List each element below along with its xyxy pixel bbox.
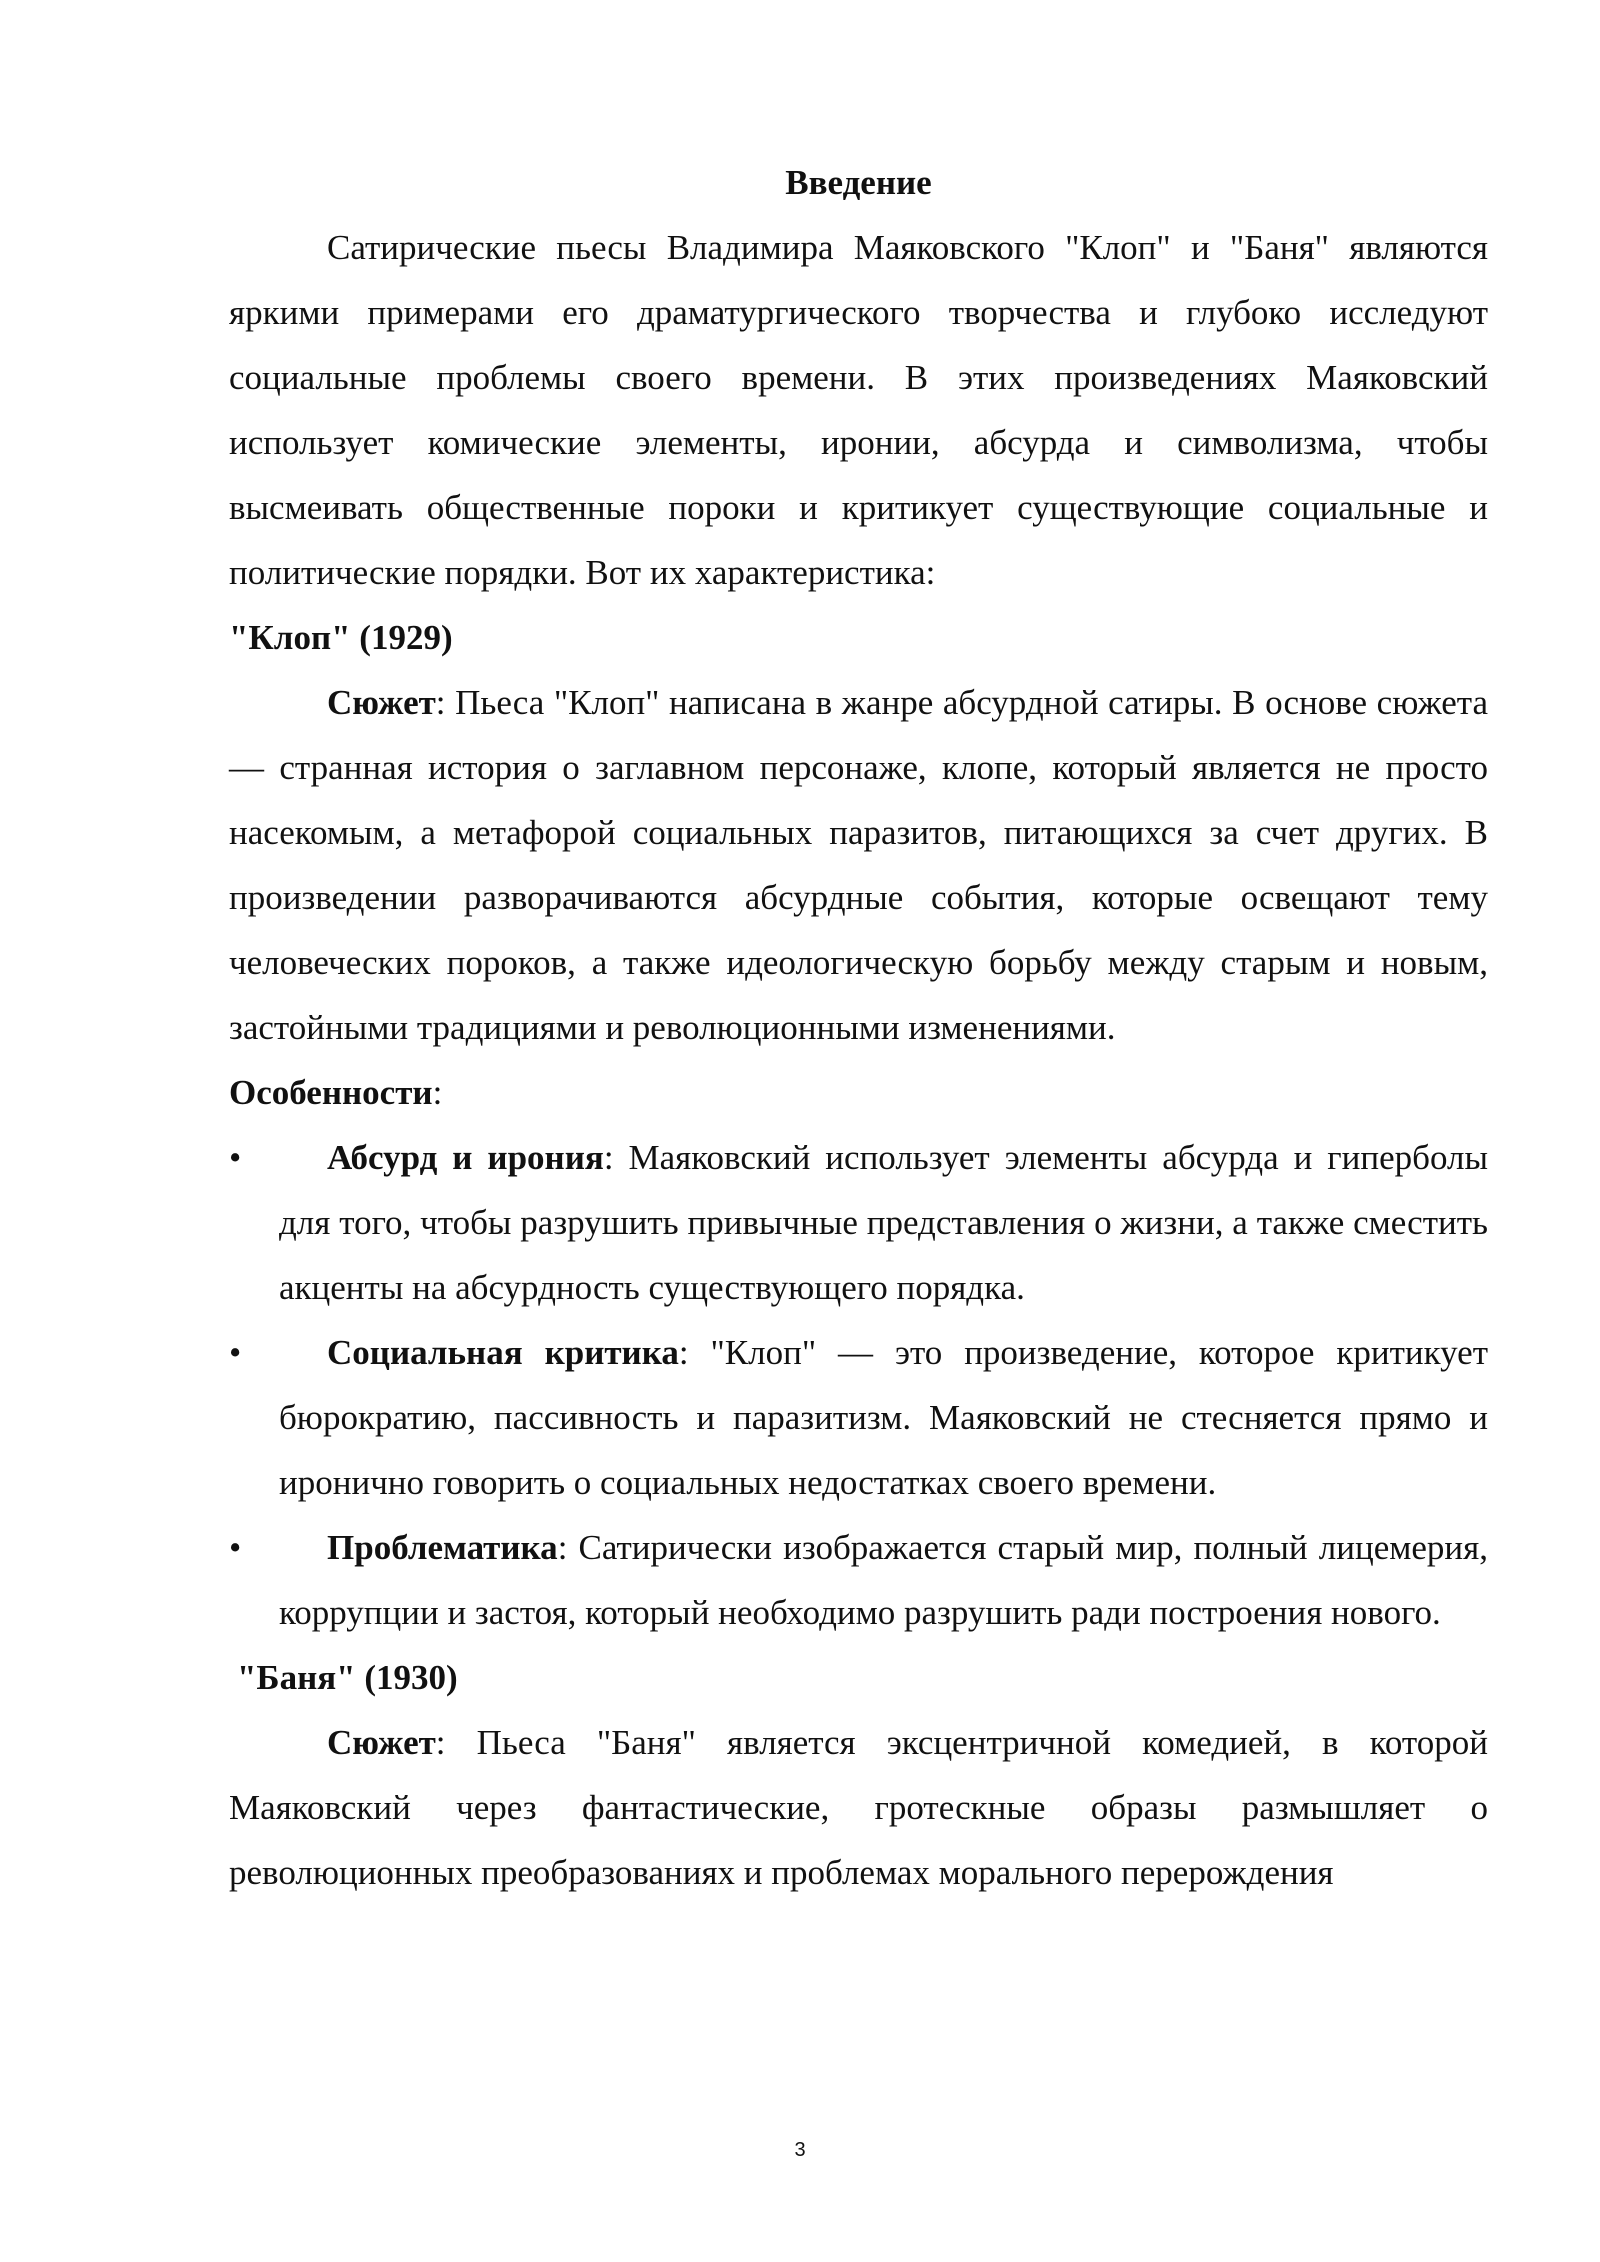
feature-text: [279, 1515, 1488, 1645]
klop-heading: "Клоп" (1929): [229, 618, 453, 657]
banya-plot-paragraph: [229, 1710, 1488, 1905]
page-content: [229, 150, 1488, 1905]
page-number: 3: [794, 2139, 806, 2161]
klop-features-heading: [229, 1060, 1488, 1125]
feature-label: Проблематика: [327, 1528, 558, 1567]
feature-description: : "Клоп" — это произведение, которое критикует бюрократию, пассивность и паразитизм. Маяковский не стесняется прямо и иронично говорить о социальных недостатках своего времени.: [279, 1333, 1488, 1502]
klop-features-colon: :: [432, 1073, 443, 1112]
feature-description: : Сатирически изображается старый мир, полный лицемерия, коррупции и застоя, который необходимо разрушить ради построения нового.: [279, 1528, 1488, 1632]
page-title: Введение: [785, 163, 932, 202]
list-item: [229, 1125, 1488, 1320]
klop-features-list: [229, 1125, 1488, 1645]
feature-text: [279, 1125, 1488, 1320]
klop-plot-text: : Пьеса "Клоп" написана в жанре абсурдной сатиры. В основе сюжета — странная история о заглавном персонаже, клопе, который является не просто насекомым, а метафорой социальных паразитов, питающихся за счет других. В произведении разворачиваются абсурдные события, которые освещают тему человеческих пороков, а также идеологическую борьбу между старым и новым, застойными традициями и революционными изменениями.: [229, 683, 1488, 1047]
klop-plot-label: Сюжет: [327, 683, 436, 722]
feature-label: Социальная критика: [327, 1333, 679, 1372]
list-item: [229, 1515, 1488, 1645]
banya-heading: "Баня" (1930): [237, 1658, 458, 1697]
banya-plot-text: : Пьеса "Баня" является эксцентричной комедией, в которой Маяковский через фантастические, гротескные образы размышляет о революционных преобразованиях и проблемах морального перерождения: [229, 1723, 1488, 1892]
bullet-icon: •: [229, 1528, 242, 1567]
banya-plot-label: Сюжет: [327, 1723, 436, 1762]
feature-label: Абсурд и ирония: [327, 1138, 604, 1177]
bullet-icon: •: [229, 1333, 242, 1372]
bullet-icon: •: [229, 1138, 242, 1177]
feature-text: [279, 1320, 1488, 1515]
feature-description: : Маяковский использует элементы абсурда и гиперболы для того, чтобы разрушить привычные представления о жизни, а также сместить акценты на абсурдность существующего порядка.: [279, 1138, 1488, 1307]
list-item: [229, 1320, 1488, 1515]
klop-features-label: Особенности: [229, 1073, 433, 1112]
intro-paragraph: Сатирические пьесы Владимира Маяковского "Клоп" и "Баня" являются яркими примерами его драматургического творчества и глубоко исследуют социальные проблемы своего времени. В этих произведениях Маяковский использует комические элементы, иронии, абсурда и символизма, чтобы высмеивать общественные пороки и критикует существующие социальные и политические порядки. Вот их характеристика:: [229, 228, 1488, 592]
klop-plot-paragraph: [229, 670, 1488, 1060]
